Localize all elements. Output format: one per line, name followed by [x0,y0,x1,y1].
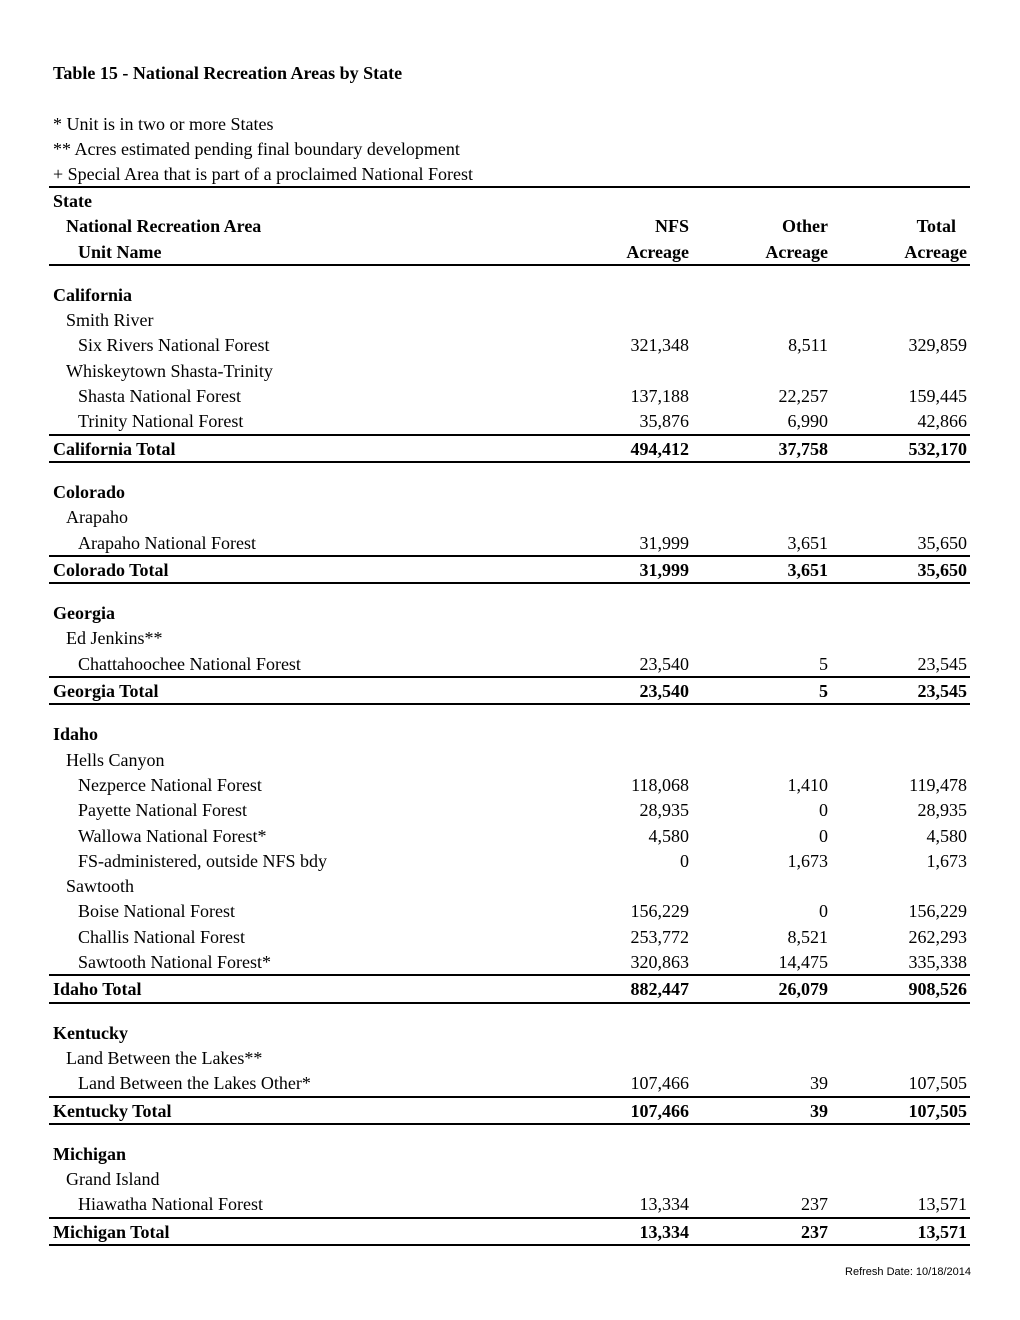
header-row-nra [49,213,970,238]
state-total-row [49,555,970,584]
state-total-total: 35,650 [917,559,967,580]
header-total-2: Acreage [904,241,967,262]
section-gap [49,584,970,600]
other-acreage: 237 [801,1194,828,1215]
state-total-total: 908,526 [908,979,967,1000]
total-acreage: 23,545 [917,653,967,674]
section-gap [49,463,970,479]
state-total-other: 26,079 [778,979,828,1000]
state-total-nfs: 882,447 [630,979,689,1000]
nfs-acreage: 31,999 [639,532,689,553]
nfs-acreage: 0 [680,850,689,871]
header-state: State [53,191,92,211]
unit-name: Challis National Forest [78,926,245,947]
table-row [49,332,970,357]
other-acreage: 6,990 [787,411,828,432]
total-acreage: 159,445 [908,386,967,407]
area-name: Sawtooth [66,876,135,897]
table-row [49,530,970,555]
nfs-acreage: 320,863 [630,952,689,973]
other-acreage: 14,475 [778,952,828,973]
other-acreage: 3,651 [787,532,828,553]
section-gap [49,1004,970,1020]
state-name: Georgia [53,603,115,624]
total-acreage: 329,859 [908,335,967,356]
unit-name: Boise National Forest [78,901,235,922]
header-nfs-2: Acreage [626,241,689,262]
state-total-other: 3,651 [787,559,828,580]
state-name: Colorado [53,481,125,502]
state-total-nfs: 494,412 [630,438,689,459]
nfs-acreage: 13,334 [639,1194,689,1215]
state-total-other: 37,758 [778,438,828,459]
area-row [49,747,970,772]
area-name: Grand Island [66,1169,160,1190]
nfs-acreage: 156,229 [630,901,689,922]
other-acreage: 0 [819,825,828,846]
state-name: Idaho [53,724,99,745]
area-row [49,873,970,898]
total-acreage: 119,478 [909,774,967,795]
header-nra: National Recreation Area [66,216,262,237]
table-row [49,1070,970,1095]
table-row [49,898,970,923]
nfs-acreage: 253,772 [630,926,689,947]
section-gap [49,266,970,282]
header-row-unit [49,239,970,266]
table-row [49,651,970,676]
note-special-area: + Special Area that is part of a proclaimed National Forest [53,164,474,184]
state-total-row [49,676,970,705]
header-nfs-1: NFS [654,216,689,237]
header-total-1: Total [916,216,956,237]
table-row [49,408,970,433]
area-row [49,307,970,332]
state-total-total: 532,170 [908,438,967,459]
state-total-other: 237 [801,1221,828,1242]
state-total-nfs: 13,334 [639,1221,689,1242]
other-acreage: 8,511 [788,335,828,356]
area-row [49,1045,970,1070]
total-acreage: 4,580 [926,825,967,846]
nfs-acreage: 28,935 [639,800,689,821]
total-acreage: 28,935 [917,800,967,821]
total-acreage: 1,673 [926,850,967,871]
state-total-label: Georgia Total [53,681,159,702]
state-total-total: 107,505 [908,1100,967,1121]
state-total-nfs: 31,999 [639,559,689,580]
note-multistate: * Unit is in two or more States [53,114,274,134]
header-unit: Unit Name [78,241,162,262]
area-name: Arapaho [66,507,128,528]
unit-name: Arapaho National Forest [78,532,256,553]
header-other-1: Other [782,216,828,237]
state-total-label: Michigan Total [53,1221,170,1242]
total-acreage: 107,505 [908,1073,967,1094]
other-acreage: 39 [810,1073,828,1094]
unit-name: Hiawatha National Forest [78,1194,263,1215]
table-row [49,1191,970,1216]
state-name: California [53,284,132,305]
area-row [49,625,970,650]
area-name: Hells Canyon [66,749,165,770]
area-row [49,358,970,383]
unit-name: Nezperce National Forest [78,774,262,795]
state-total-label: Idaho Total [53,979,142,1000]
table-body [49,266,970,1246]
nfs-acreage: 4,580 [648,825,689,846]
state-total-total: 13,571 [917,1221,967,1242]
total-acreage: 42,866 [917,411,967,432]
section-gap [49,705,970,721]
state-total-label: California Total [53,438,176,459]
state-row [49,600,970,625]
state-total-other: 39 [810,1100,828,1121]
table-row [49,772,970,797]
nfs-acreage: 35,876 [639,411,689,432]
other-acreage: 0 [819,901,828,922]
total-acreage: 13,571 [917,1194,967,1215]
unit-name: Shasta National Forest [78,386,241,407]
table-row [49,823,970,848]
other-acreage: 1,673 [787,850,828,871]
state-total-nfs: 23,540 [639,681,689,702]
state-total-nfs: 107,466 [630,1100,689,1121]
total-acreage: 335,338 [908,952,967,973]
section-gap [49,1125,970,1141]
other-acreage: 8,521 [787,926,828,947]
state-name: Kentucky [53,1022,129,1043]
area-row [49,504,970,529]
unit-name: Trinity National Forest [78,411,244,432]
unit-name: Land Between the Lakes Other* [78,1073,311,1094]
unit-name: Payette National Forest [78,800,247,821]
other-acreage: 0 [819,800,828,821]
area-name: Smith River [66,310,154,331]
state-row [49,479,970,504]
table-row [49,383,970,408]
state-total-total: 23,545 [917,681,967,702]
nfs-acreage: 137,188 [630,386,689,407]
table-row [49,797,970,822]
state-row [49,1141,970,1166]
state-total-label: Colorado Total [53,559,169,580]
total-acreage: 35,650 [917,532,967,553]
refresh-date: Refresh Date: 10/18/2014 [845,1266,971,1278]
state-total-other: 5 [819,681,828,702]
state-total-label: Kentucky Total [53,1100,172,1121]
state-row [49,721,970,746]
other-acreage: 22,257 [778,386,828,407]
nfs-acreage: 321,348 [630,335,689,356]
state-total-row [49,434,970,463]
table-row [49,924,970,949]
total-acreage: 262,293 [908,926,967,947]
other-acreage: 1,410 [787,774,828,795]
area-name: Ed Jenkins** [66,628,163,649]
header-row-state [49,188,970,213]
unit-name: Chattahoochee National Forest [78,653,301,674]
unit-name: Wallowa National Forest* [78,825,267,846]
unit-name: FS-administered, outside NFS bdy [78,850,328,871]
page-title: Table 15 - National Recreation Areas by State [53,63,403,83]
state-name: Michigan [53,1143,127,1164]
state-total-row [49,1096,970,1125]
total-acreage: 156,229 [908,901,967,922]
nfs-acreage: 23,540 [639,653,689,674]
unit-name: Sawtooth National Forest* [78,952,271,973]
area-name: Land Between the Lakes** [66,1047,263,1068]
note-estimated: ** Acres estimated pending final boundary development [53,139,460,159]
state-row [49,1020,970,1045]
state-total-row [49,1217,970,1246]
header-other-2: Acreage [765,241,828,262]
other-acreage: 5 [819,653,828,674]
nfs-acreage: 107,466 [630,1073,689,1094]
table-row [49,848,970,873]
area-row [49,1166,970,1191]
table-row [49,949,970,974]
nfs-acreage: 118,068 [631,774,689,795]
area-name: Whiskeytown Shasta-Trinity [66,360,273,381]
state-row [49,282,970,307]
recreation-areas-table [49,186,970,1246]
state-total-row [49,974,970,1003]
unit-name: Six Rivers National Forest [78,335,270,356]
